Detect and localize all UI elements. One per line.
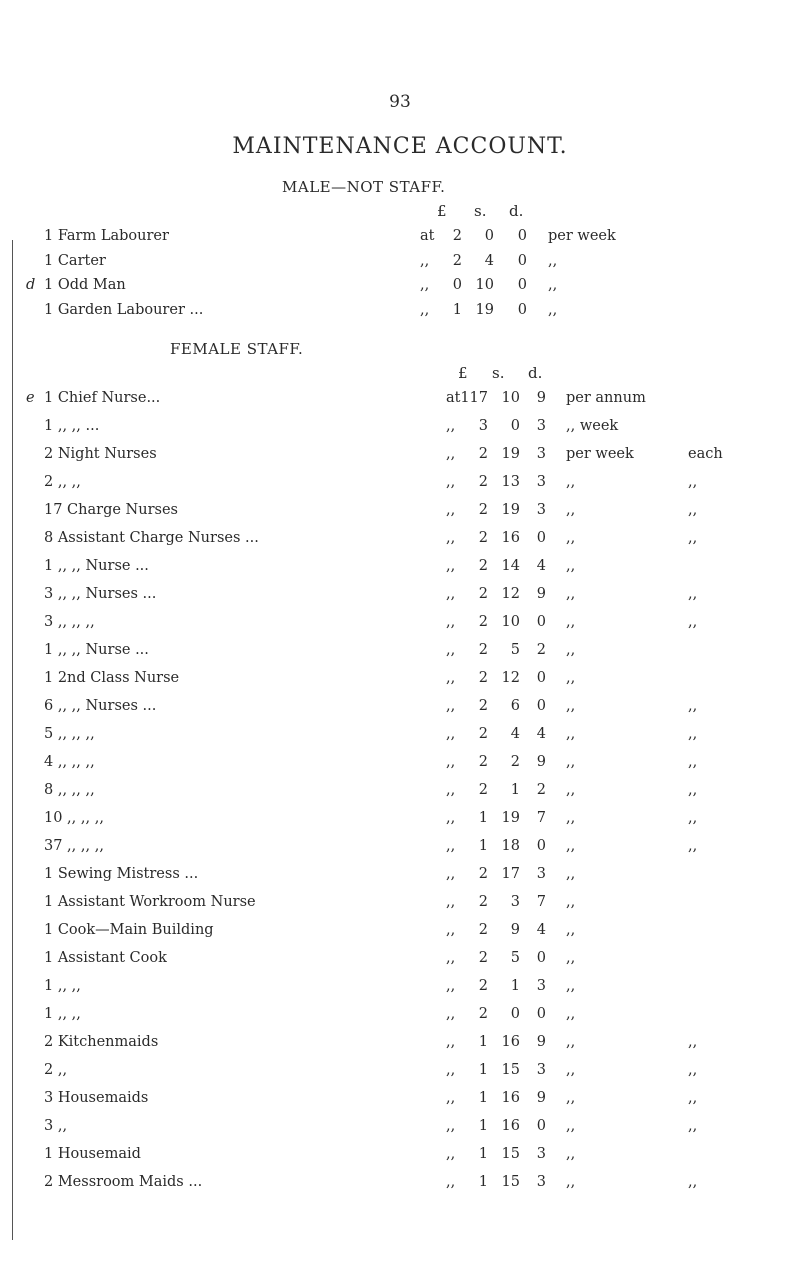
rate-prefix: ,,: [420, 277, 430, 293]
page-title: MAINTENANCE ACCOUNT.: [232, 134, 568, 159]
amount-pounds: 1: [452, 301, 462, 318]
amount-pence: 0: [517, 228, 527, 244]
amount-pence: 3: [536, 1062, 546, 1078]
row-description: 1 ,, ,, Nurse ...: [44, 642, 149, 658]
rate-qualifier: ,,: [688, 782, 698, 798]
rate-prefix: ,,: [446, 530, 456, 546]
row-description: 2 Messroom Maids ...: [44, 1174, 203, 1190]
row-description: 1 ,, ,, ...: [44, 418, 100, 434]
table-row: [0, 277, 800, 302]
rate-period: ,,: [566, 614, 576, 630]
amount-pence: 0: [536, 670, 546, 686]
rate-qualifier: ,,: [688, 614, 698, 630]
row-description: 1 ,, ,, Nurse ...: [44, 558, 149, 574]
amount-pounds: 2: [478, 922, 488, 938]
amount-pence: 9: [536, 1034, 546, 1050]
table-row: [0, 838, 800, 866]
female-staff-table: [0, 390, 800, 1202]
rate-period: ,,: [566, 502, 576, 518]
table-row: [0, 302, 800, 327]
rate-period: ,,: [566, 1062, 576, 1078]
rate-qualifier: ,,: [688, 530, 698, 546]
table-row: [0, 586, 800, 614]
row-description: 1 Garden Labourer ...: [44, 301, 204, 318]
rate-qualifier: ,,: [688, 1174, 698, 1190]
amount-pence: 9: [536, 586, 546, 602]
amount-pounds: 3: [478, 418, 488, 434]
table-row: [0, 698, 800, 726]
amount-pounds: 117: [460, 390, 488, 406]
row-description: 3 Housemaids: [44, 1090, 149, 1106]
pence-unit: d.: [528, 364, 543, 382]
amount-shillings: 15: [501, 1146, 520, 1162]
rate-prefix: ,,: [420, 301, 430, 318]
amount-shillings: 16: [501, 1090, 520, 1106]
table-row: [0, 1174, 800, 1202]
amount-shillings: 1: [510, 782, 520, 798]
amount-shillings: 1: [510, 978, 520, 994]
pounds-unit: £: [458, 364, 468, 382]
amount-pounds: 2: [478, 642, 488, 658]
rate-qualifier: ,,: [688, 754, 698, 770]
row-description: 1 Farm Labourer: [44, 228, 169, 244]
row-description: 2 Kitchenmaids: [44, 1034, 159, 1050]
amount-shillings: 17: [501, 866, 520, 882]
row-description: 4 ,, ,, ,,: [44, 754, 95, 770]
table-row: [0, 502, 800, 530]
row-description: 1 Chief Nurse...: [44, 390, 161, 406]
amount-pounds: 1: [478, 810, 488, 826]
rate-prefix: ,,: [446, 670, 456, 686]
amount-pounds: 2: [478, 782, 488, 798]
row-description: 8 ,, ,, ,,: [44, 782, 95, 798]
shillings-unit: s.: [474, 202, 487, 220]
rate-period: ,,: [566, 1034, 576, 1050]
table-row: [0, 614, 800, 642]
amount-shillings: 16: [501, 530, 520, 546]
rate-qualifier: ,,: [688, 502, 698, 518]
table-row: [0, 253, 800, 278]
amount-pence: 3: [536, 978, 546, 994]
rate-period: ,,: [566, 866, 576, 882]
amount-shillings: 10: [501, 614, 520, 630]
amount-pounds: 2: [452, 252, 462, 269]
rate-period: ,,: [566, 1006, 576, 1022]
table-row: [0, 754, 800, 782]
amount-pence: 9: [536, 754, 546, 770]
table-row: [0, 642, 800, 670]
table-row: [0, 726, 800, 754]
row-description: 1 Carter: [44, 252, 106, 269]
amount-pence: 3: [536, 446, 546, 462]
table-row: [0, 1034, 800, 1062]
row-description: 1 Odd Man: [44, 277, 126, 293]
amount-shillings: 15: [501, 1062, 520, 1078]
amount-pounds: 2: [478, 558, 488, 574]
rate-period: ,,: [566, 754, 576, 770]
table-row: [0, 670, 800, 698]
margin-note: d: [26, 277, 36, 293]
amount-shillings: 19: [501, 502, 520, 518]
rate-period: ,,: [548, 252, 558, 269]
rate-qualifier: ,,: [688, 838, 698, 854]
rate-prefix: ,,: [446, 978, 456, 994]
margin-note: e: [26, 390, 35, 406]
rate-period: ,,: [566, 558, 576, 574]
amount-pounds: 2: [478, 530, 488, 546]
rate-period: ,,: [566, 530, 576, 546]
amount-pence: 0: [536, 950, 546, 966]
amount-shillings: 0: [510, 1006, 520, 1022]
row-description: 1 ,, ,,: [44, 1006, 81, 1022]
amount-pounds: 1: [478, 838, 488, 854]
rate-prefix: ,,: [446, 474, 456, 490]
amount-pounds: 2: [478, 754, 488, 770]
amount-pounds: 2: [478, 894, 488, 910]
table-row: [0, 782, 800, 810]
rate-period: ,,: [566, 838, 576, 854]
amount-shillings: 14: [501, 558, 520, 574]
amount-shillings: 9: [510, 922, 520, 938]
rate-prefix: ,,: [446, 558, 456, 574]
rate-qualifier: ,,: [688, 1062, 698, 1078]
amount-shillings: 4: [510, 726, 520, 742]
amount-shillings: 5: [510, 642, 520, 658]
rate-period: ,,: [566, 642, 576, 658]
male-section-heading: MALE—NOT STAFF.: [282, 178, 446, 196]
amount-shillings: 6: [510, 698, 520, 714]
amount-pence: 2: [536, 642, 546, 658]
amount-pence: 3: [536, 1174, 546, 1190]
rate-prefix: ,,: [446, 698, 456, 714]
amount-pounds: 0: [452, 277, 462, 293]
amount-pounds: 1: [478, 1034, 488, 1050]
amount-pence: 4: [536, 922, 546, 938]
amount-shillings: 10: [501, 390, 520, 406]
table-row: [0, 950, 800, 978]
row-description: 6 ,, ,, Nurses ...: [44, 698, 157, 714]
row-description: 1 2nd Class Nurse: [44, 670, 180, 686]
amount-pounds: 2: [478, 698, 488, 714]
amount-pounds: 2: [478, 502, 488, 518]
row-description: 1 Cook—Main Building: [44, 922, 214, 938]
female-section-heading: FEMALE STAFF.: [170, 340, 304, 358]
rate-period: per week: [548, 228, 616, 244]
rate-qualifier: each: [688, 446, 723, 462]
amount-shillings: 19: [501, 810, 520, 826]
amount-pounds: 1: [478, 1062, 488, 1078]
amount-pounds: 2: [478, 978, 488, 994]
rate-period: ,,: [566, 782, 576, 798]
rate-period: ,,: [566, 474, 576, 490]
rate-prefix: ,,: [446, 754, 456, 770]
rate-prefix: ,,: [446, 502, 456, 518]
male-units-header: [0, 202, 800, 222]
amount-pence: 4: [536, 726, 546, 742]
table-row: [0, 1090, 800, 1118]
shillings-unit: s.: [492, 364, 505, 382]
table-row: [0, 418, 800, 446]
amount-shillings: 16: [501, 1034, 520, 1050]
rate-prefix: ,,: [446, 866, 456, 882]
rate-qualifier: ,,: [688, 586, 698, 602]
amount-pounds: 1: [478, 1146, 488, 1162]
rate-period: ,,: [566, 1146, 576, 1162]
table-row: [0, 474, 800, 502]
amount-pence: 0: [536, 698, 546, 714]
table-row: [0, 530, 800, 558]
rate-prefix: ,,: [446, 586, 456, 602]
amount-pounds: 2: [452, 228, 462, 244]
rate-period: ,,: [566, 810, 576, 826]
amount-pence: 0: [517, 277, 527, 293]
table-row: [0, 1006, 800, 1034]
table-row: [0, 1146, 800, 1174]
rate-prefix: ,,: [446, 782, 456, 798]
row-description: 10 ,, ,, ,,: [44, 810, 104, 826]
rate-prefix: ,,: [446, 1090, 456, 1106]
rate-period: ,,: [566, 950, 576, 966]
row-description: 3 ,,: [44, 1118, 68, 1134]
male-staff-table: [0, 228, 800, 326]
rate-period: per annum: [566, 390, 646, 406]
table-row: [0, 1118, 800, 1146]
amount-pounds: 2: [478, 614, 488, 630]
amount-shillings: 10: [475, 277, 494, 293]
amount-pounds: 2: [478, 1006, 488, 1022]
rate-qualifier: ,,: [688, 474, 698, 490]
rate-prefix: ,,: [446, 922, 456, 938]
amount-pounds: 1: [478, 1174, 488, 1190]
amount-pounds: 2: [478, 726, 488, 742]
amount-pounds: 1: [478, 1118, 488, 1134]
rate-period: ,,: [566, 726, 576, 742]
table-row: [0, 1062, 800, 1090]
amount-pounds: 2: [478, 586, 488, 602]
amount-pounds: 2: [478, 866, 488, 882]
amount-pence: 0: [536, 1118, 546, 1134]
row-description: 3 ,, ,, ,,: [44, 614, 95, 630]
amount-pence: 0: [517, 301, 527, 318]
row-description: 1 ,, ,,: [44, 978, 81, 994]
rate-prefix: ,,: [446, 838, 456, 854]
amount-pence: 9: [536, 1090, 546, 1106]
amount-pence: 7: [536, 894, 546, 910]
rate-prefix: ,,: [446, 1118, 456, 1134]
rate-qualifier: ,,: [688, 810, 698, 826]
rate-period: per week: [566, 446, 634, 462]
amount-pence: 7: [536, 810, 546, 826]
pounds-unit: £: [437, 202, 447, 220]
table-row: [0, 810, 800, 838]
table-row: [0, 978, 800, 1006]
rate-period: ,,: [566, 978, 576, 994]
amount-pence: 0: [536, 838, 546, 854]
rate-period: ,,: [548, 277, 558, 293]
rate-period: ,,: [566, 1118, 576, 1134]
female-units-header: [0, 364, 800, 384]
row-description: 1 Assistant Workroom Nurse: [44, 894, 256, 910]
row-description: 1 Housemaid: [44, 1146, 141, 1162]
amount-pence: 3: [536, 866, 546, 882]
amount-pence: 3: [536, 418, 546, 434]
amount-pence: 0: [536, 1006, 546, 1022]
amount-pence: 3: [536, 474, 546, 490]
amount-shillings: 15: [501, 1174, 520, 1190]
row-description: 17 Charge Nurses: [44, 502, 178, 518]
row-description: 8 Assistant Charge Nurses ...: [44, 530, 259, 546]
table-row: [0, 894, 800, 922]
pence-unit: d.: [509, 202, 524, 220]
row-description: 2 Night Nurses: [44, 446, 157, 462]
amount-pounds: 2: [478, 446, 488, 462]
table-row: [0, 446, 800, 474]
amount-shillings: 2: [510, 754, 520, 770]
amount-shillings: 18: [501, 838, 520, 854]
rate-qualifier: ,,: [688, 1118, 698, 1134]
rate-period: ,,: [566, 698, 576, 714]
rate-prefix: ,,: [446, 726, 456, 742]
amount-shillings: 0: [484, 228, 494, 244]
rate-prefix: ,,: [446, 418, 456, 434]
rate-prefix: ,,: [446, 810, 456, 826]
amount-shillings: 19: [501, 446, 520, 462]
page-number: 93: [389, 92, 411, 112]
rate-prefix: at: [446, 390, 461, 406]
amount-pence: 3: [536, 1146, 546, 1162]
rate-period: ,,: [566, 1174, 576, 1190]
rate-period: ,,: [566, 922, 576, 938]
rate-prefix: ,,: [446, 1006, 456, 1022]
amount-shillings: 4: [484, 252, 494, 269]
rate-prefix: ,,: [446, 642, 456, 658]
rate-prefix: ,,: [446, 1062, 456, 1078]
rate-qualifier: ,,: [688, 1034, 698, 1050]
rate-qualifier: ,,: [688, 698, 698, 714]
amount-pence: 2: [536, 782, 546, 798]
rate-period: ,,: [548, 301, 558, 318]
amount-pence: 0: [536, 530, 546, 546]
amount-pence: 3: [536, 502, 546, 518]
row-description: 37 ,, ,, ,,: [44, 838, 104, 854]
rate-prefix: ,,: [446, 1174, 456, 1190]
amount-shillings: 19: [475, 301, 494, 318]
rate-qualifier: ,,: [688, 726, 698, 742]
row-description: 1 Assistant Cook: [44, 950, 167, 966]
amount-shillings: 3: [510, 894, 520, 910]
table-row: [0, 228, 800, 253]
rate-prefix: ,,: [446, 614, 456, 630]
row-description: 3 ,, ,, Nurses ...: [44, 586, 157, 602]
rate-qualifier: ,,: [688, 1090, 698, 1106]
amount-pounds: 2: [478, 670, 488, 686]
row-description: 2 ,,: [44, 1062, 68, 1078]
table-row: [0, 390, 800, 418]
rate-period: ,,: [566, 586, 576, 602]
rate-prefix: ,,: [446, 1146, 456, 1162]
amount-shillings: 16: [501, 1118, 520, 1134]
amount-pence: 0: [536, 614, 546, 630]
amount-shillings: 12: [501, 586, 520, 602]
rate-prefix: at: [420, 228, 435, 244]
rate-period: ,, week: [566, 418, 619, 434]
amount-shillings: 5: [510, 950, 520, 966]
table-row: [0, 558, 800, 586]
row-description: 2 ,, ,,: [44, 474, 81, 490]
rate-prefix: ,,: [446, 446, 456, 462]
rate-prefix: ,,: [446, 1034, 456, 1050]
table-row: [0, 922, 800, 950]
rate-prefix: ,,: [446, 894, 456, 910]
rate-prefix: ,,: [446, 950, 456, 966]
amount-shillings: 13: [501, 474, 520, 490]
rate-period: ,,: [566, 670, 576, 686]
rate-period: ,,: [566, 1090, 576, 1106]
amount-pence: 0: [517, 252, 527, 269]
row-description: 5 ,, ,, ,,: [44, 726, 95, 742]
table-row: [0, 866, 800, 894]
amount-pence: 4: [536, 558, 546, 574]
amount-pounds: 2: [478, 474, 488, 490]
rate-period: ,,: [566, 894, 576, 910]
amount-shillings: 0: [510, 418, 520, 434]
row-description: 1 Sewing Mistress ...: [44, 866, 199, 882]
amount-pounds: 1: [478, 1090, 488, 1106]
rate-prefix: ,,: [420, 252, 430, 269]
amount-shillings: 12: [501, 670, 520, 686]
amount-pounds: 2: [478, 950, 488, 966]
amount-pence: 9: [536, 390, 546, 406]
